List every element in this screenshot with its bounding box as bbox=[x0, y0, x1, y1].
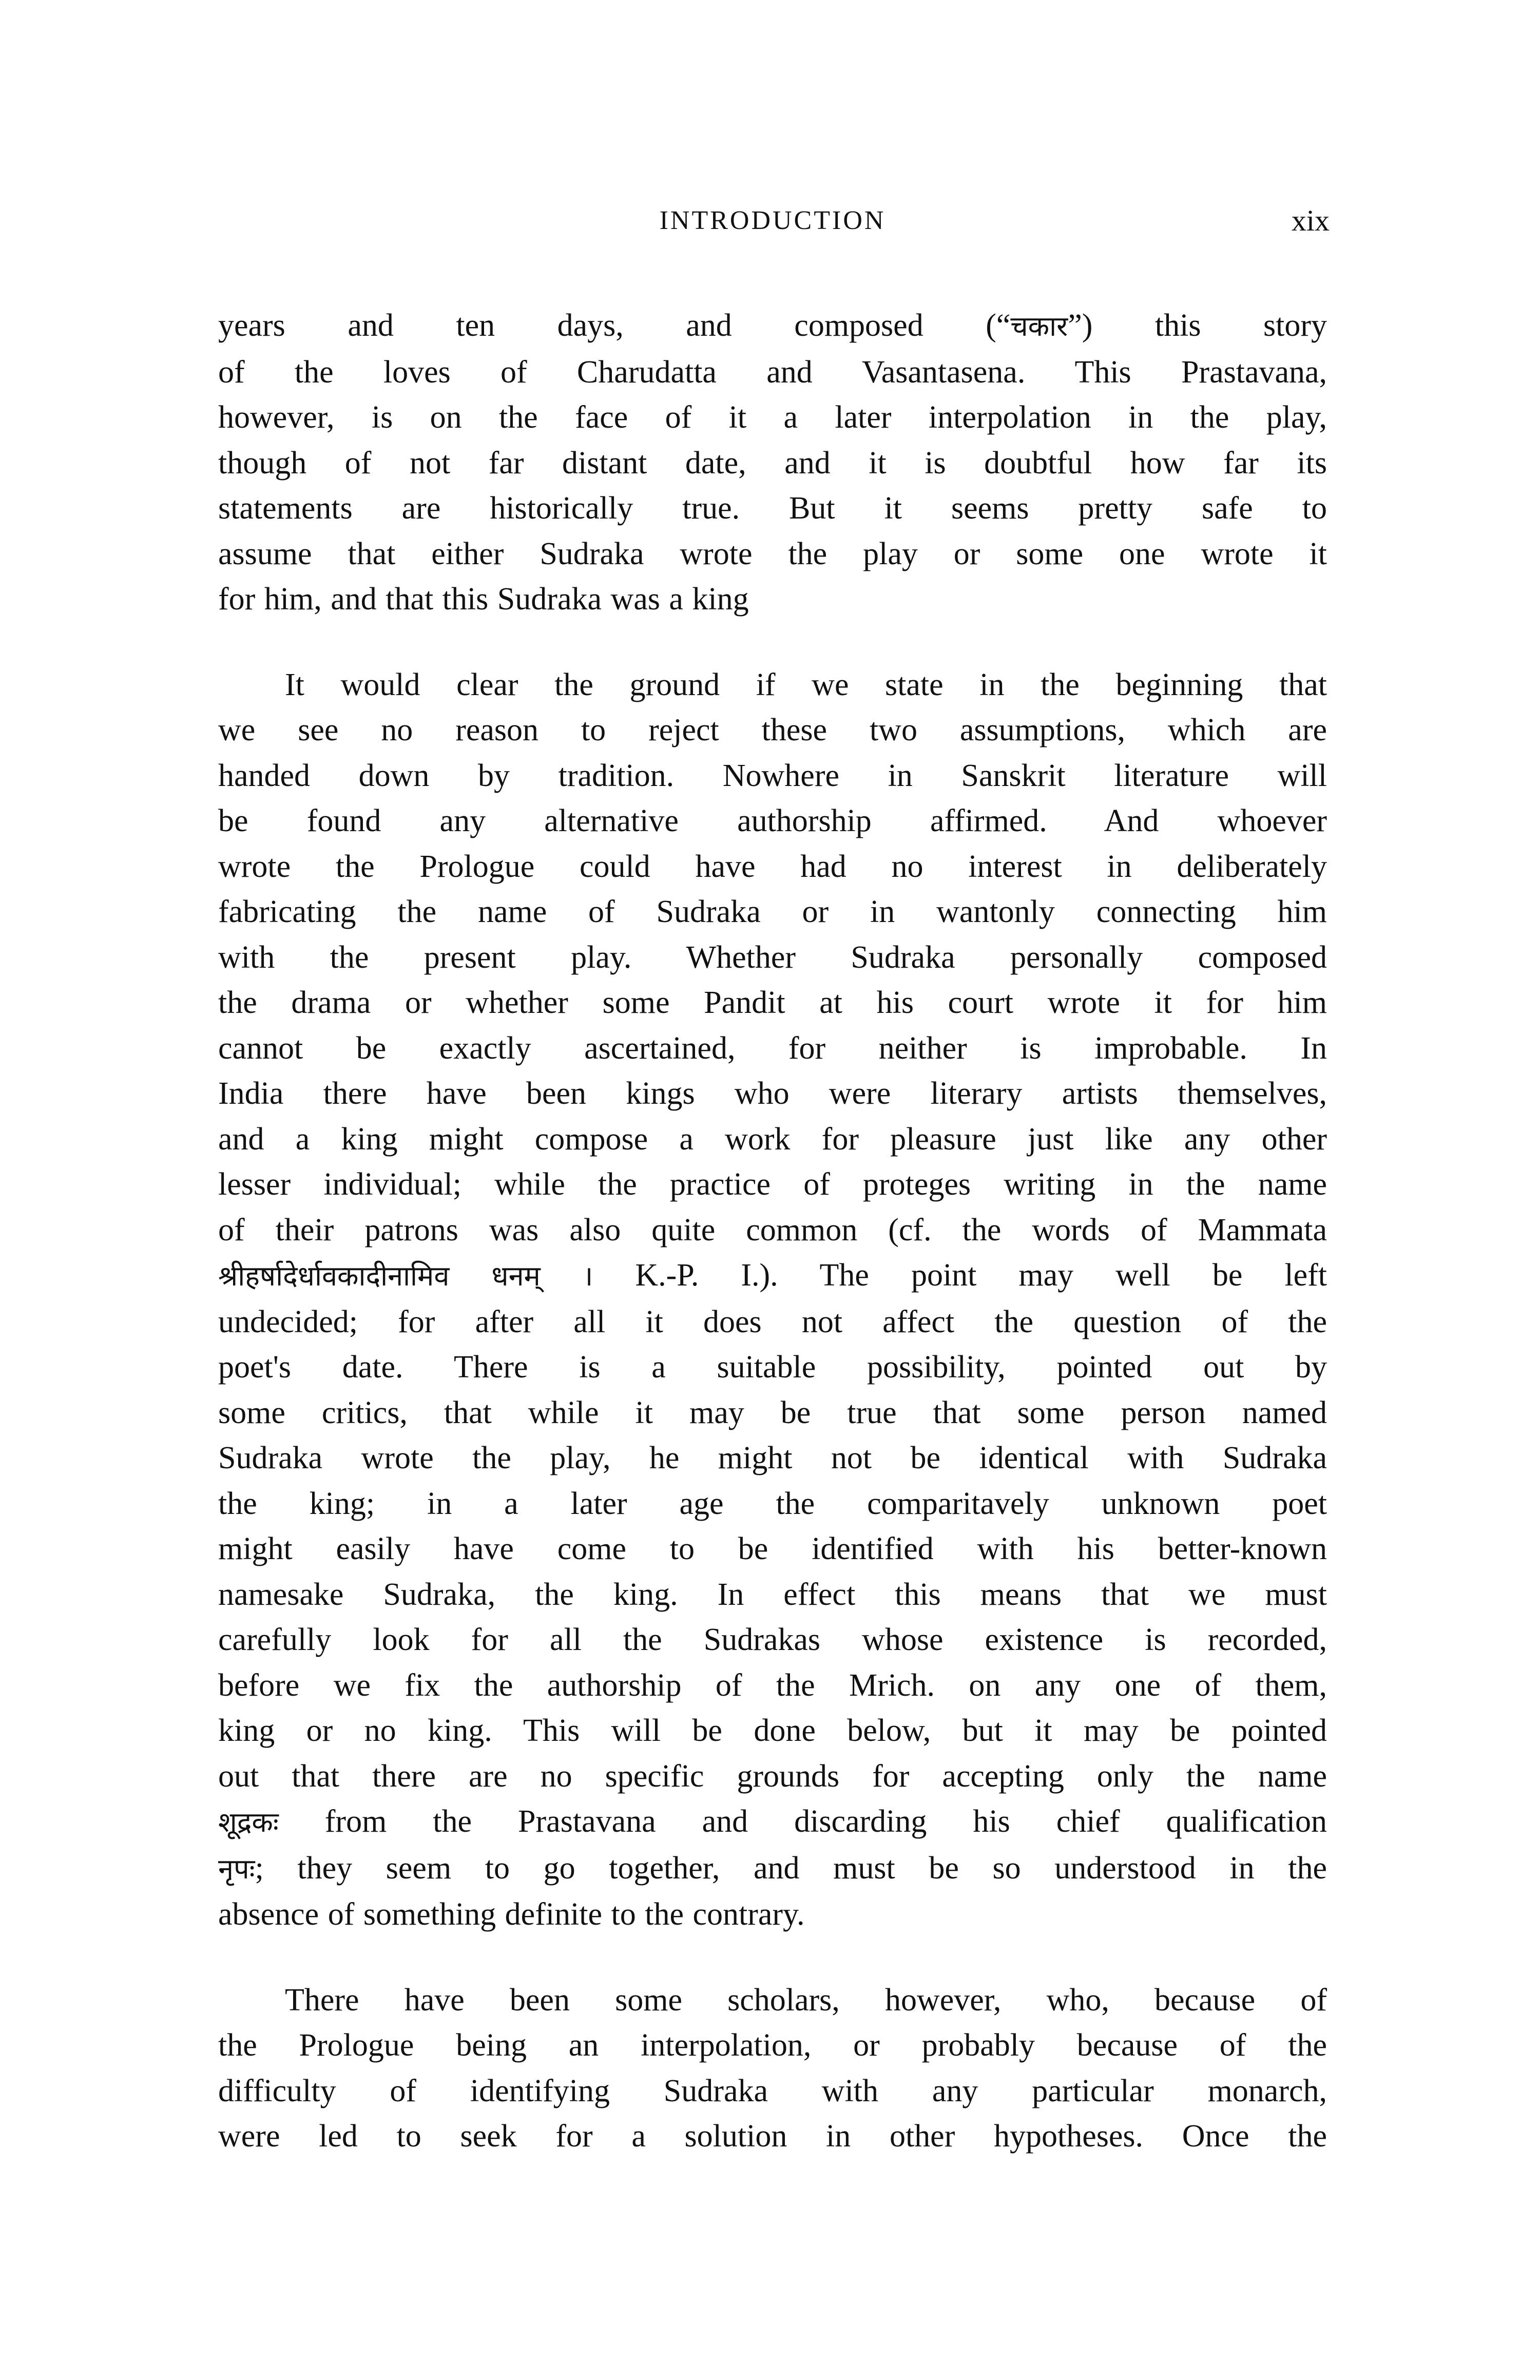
page-number: xix bbox=[1291, 204, 1330, 237]
text-line: of their patrons was also quite common (cf. the words of Mammata bbox=[218, 1212, 1327, 1247]
text-line: Sudraka wrote the play, he might not be identical with Sudraka bbox=[218, 1441, 1327, 1475]
text-line: the Prologue being an interpolation, or probably because of the bbox=[218, 2028, 1327, 2063]
running-title: INTRODUCTION bbox=[659, 206, 886, 235]
text-line: namesake Sudraka, the king. In effect this means that we must bbox=[218, 1577, 1327, 1612]
text-line: India there have been kings who were literary artists themselves, bbox=[218, 1076, 1327, 1111]
running-head bbox=[216, 200, 1330, 241]
text-line: might easily have come to be identified with his better-known bbox=[218, 1531, 1327, 1566]
text-line: the king; in a later age the comparitavely unknown poet bbox=[218, 1486, 1327, 1521]
paragraph-2 bbox=[218, 662, 1327, 1937]
text-line: fabricating the name of Sudraka or in wantonly connecting him bbox=[218, 894, 1327, 929]
text-line: king or no king. This will be done below, but it may be pointed bbox=[218, 1713, 1327, 1748]
text-line: out that there are no specific grounds for accepting only the name bbox=[218, 1758, 1327, 1794]
paragraph-3 bbox=[218, 1978, 1327, 2159]
text-line: There have been some scholars, however, who, because of bbox=[285, 1982, 1327, 2018]
text-line: the drama or whether some Pandit at his court wrote it for him bbox=[218, 985, 1327, 1020]
text-line: नृपः; they seem to go together, and must be so understood in the bbox=[218, 1850, 1327, 1886]
text-line: years and ten days, and composed (“चकार”) this story bbox=[218, 308, 1327, 343]
text-line: poet's date. There is a suitable possibility, pointed out by bbox=[218, 1350, 1327, 1385]
text-line: be found any alternative authorship affirmed. And whoever bbox=[218, 803, 1327, 838]
text-line: assume that either Sudraka wrote the play or some one wrote it bbox=[218, 536, 1327, 571]
body-text bbox=[218, 303, 1327, 2159]
text-line: absence of something definite to the contrary. bbox=[218, 1897, 805, 1932]
text-line: शूद्रकः from the Prastavana and discarding his chief qualification bbox=[218, 1804, 1327, 1839]
text-line: श्रीहर्षादेर्धावकादीनामिव धनम् । K.-P. I.). The point may well be left bbox=[218, 1258, 1327, 1293]
text-line: It would clear the ground if we state in the beginning that bbox=[285, 667, 1327, 702]
text-line: however, is on the face of it a later interpolation in the play, bbox=[218, 400, 1327, 435]
text-line: for him, and that this Sudraka was a king bbox=[218, 582, 749, 617]
text-line: undecided; for after all it does not affect the question of the bbox=[218, 1304, 1327, 1339]
text-line: with the present play. Whether Sudraka personally composed bbox=[218, 939, 1327, 975]
text-line: carefully look for all the Sudrakas whose existence is recorded, bbox=[218, 1622, 1327, 1657]
paragraph-1 bbox=[218, 303, 1327, 622]
text-line: some critics, that while it may be true that some person named bbox=[218, 1395, 1327, 1430]
text-line: wrote the Prologue could have had no interest in deliberately bbox=[218, 849, 1327, 884]
text-line: before we fix the authorship of the Mrich. on any one of them, bbox=[218, 1667, 1327, 1703]
text-line: handed down by tradition. Nowhere in Sanskrit literature will bbox=[218, 758, 1327, 793]
text-line: of the loves of Charudatta and Vasantasena. This Prastavana, bbox=[218, 354, 1327, 390]
text-line: cannot be exactly ascertained, for neither is improbable. In bbox=[218, 1030, 1327, 1066]
text-line: statements are historically true. But it seems pretty safe to bbox=[218, 491, 1327, 526]
text-line: though of not far distant date, and it is doubtful how far its bbox=[218, 445, 1327, 481]
text-line: were led to seek for a solution in other hypotheses. Once the bbox=[218, 2119, 1327, 2154]
text-line: lesser individual; while the practice of proteges writing in the name bbox=[218, 1167, 1327, 1202]
text-line: we see no reason to reject these two assumptions, which are bbox=[218, 713, 1327, 747]
text-line: difficulty of identifying Sudraka with any particular monarch, bbox=[218, 2073, 1327, 2108]
text-line: and a king might compose a work for pleasure just like any other bbox=[218, 1121, 1327, 1157]
